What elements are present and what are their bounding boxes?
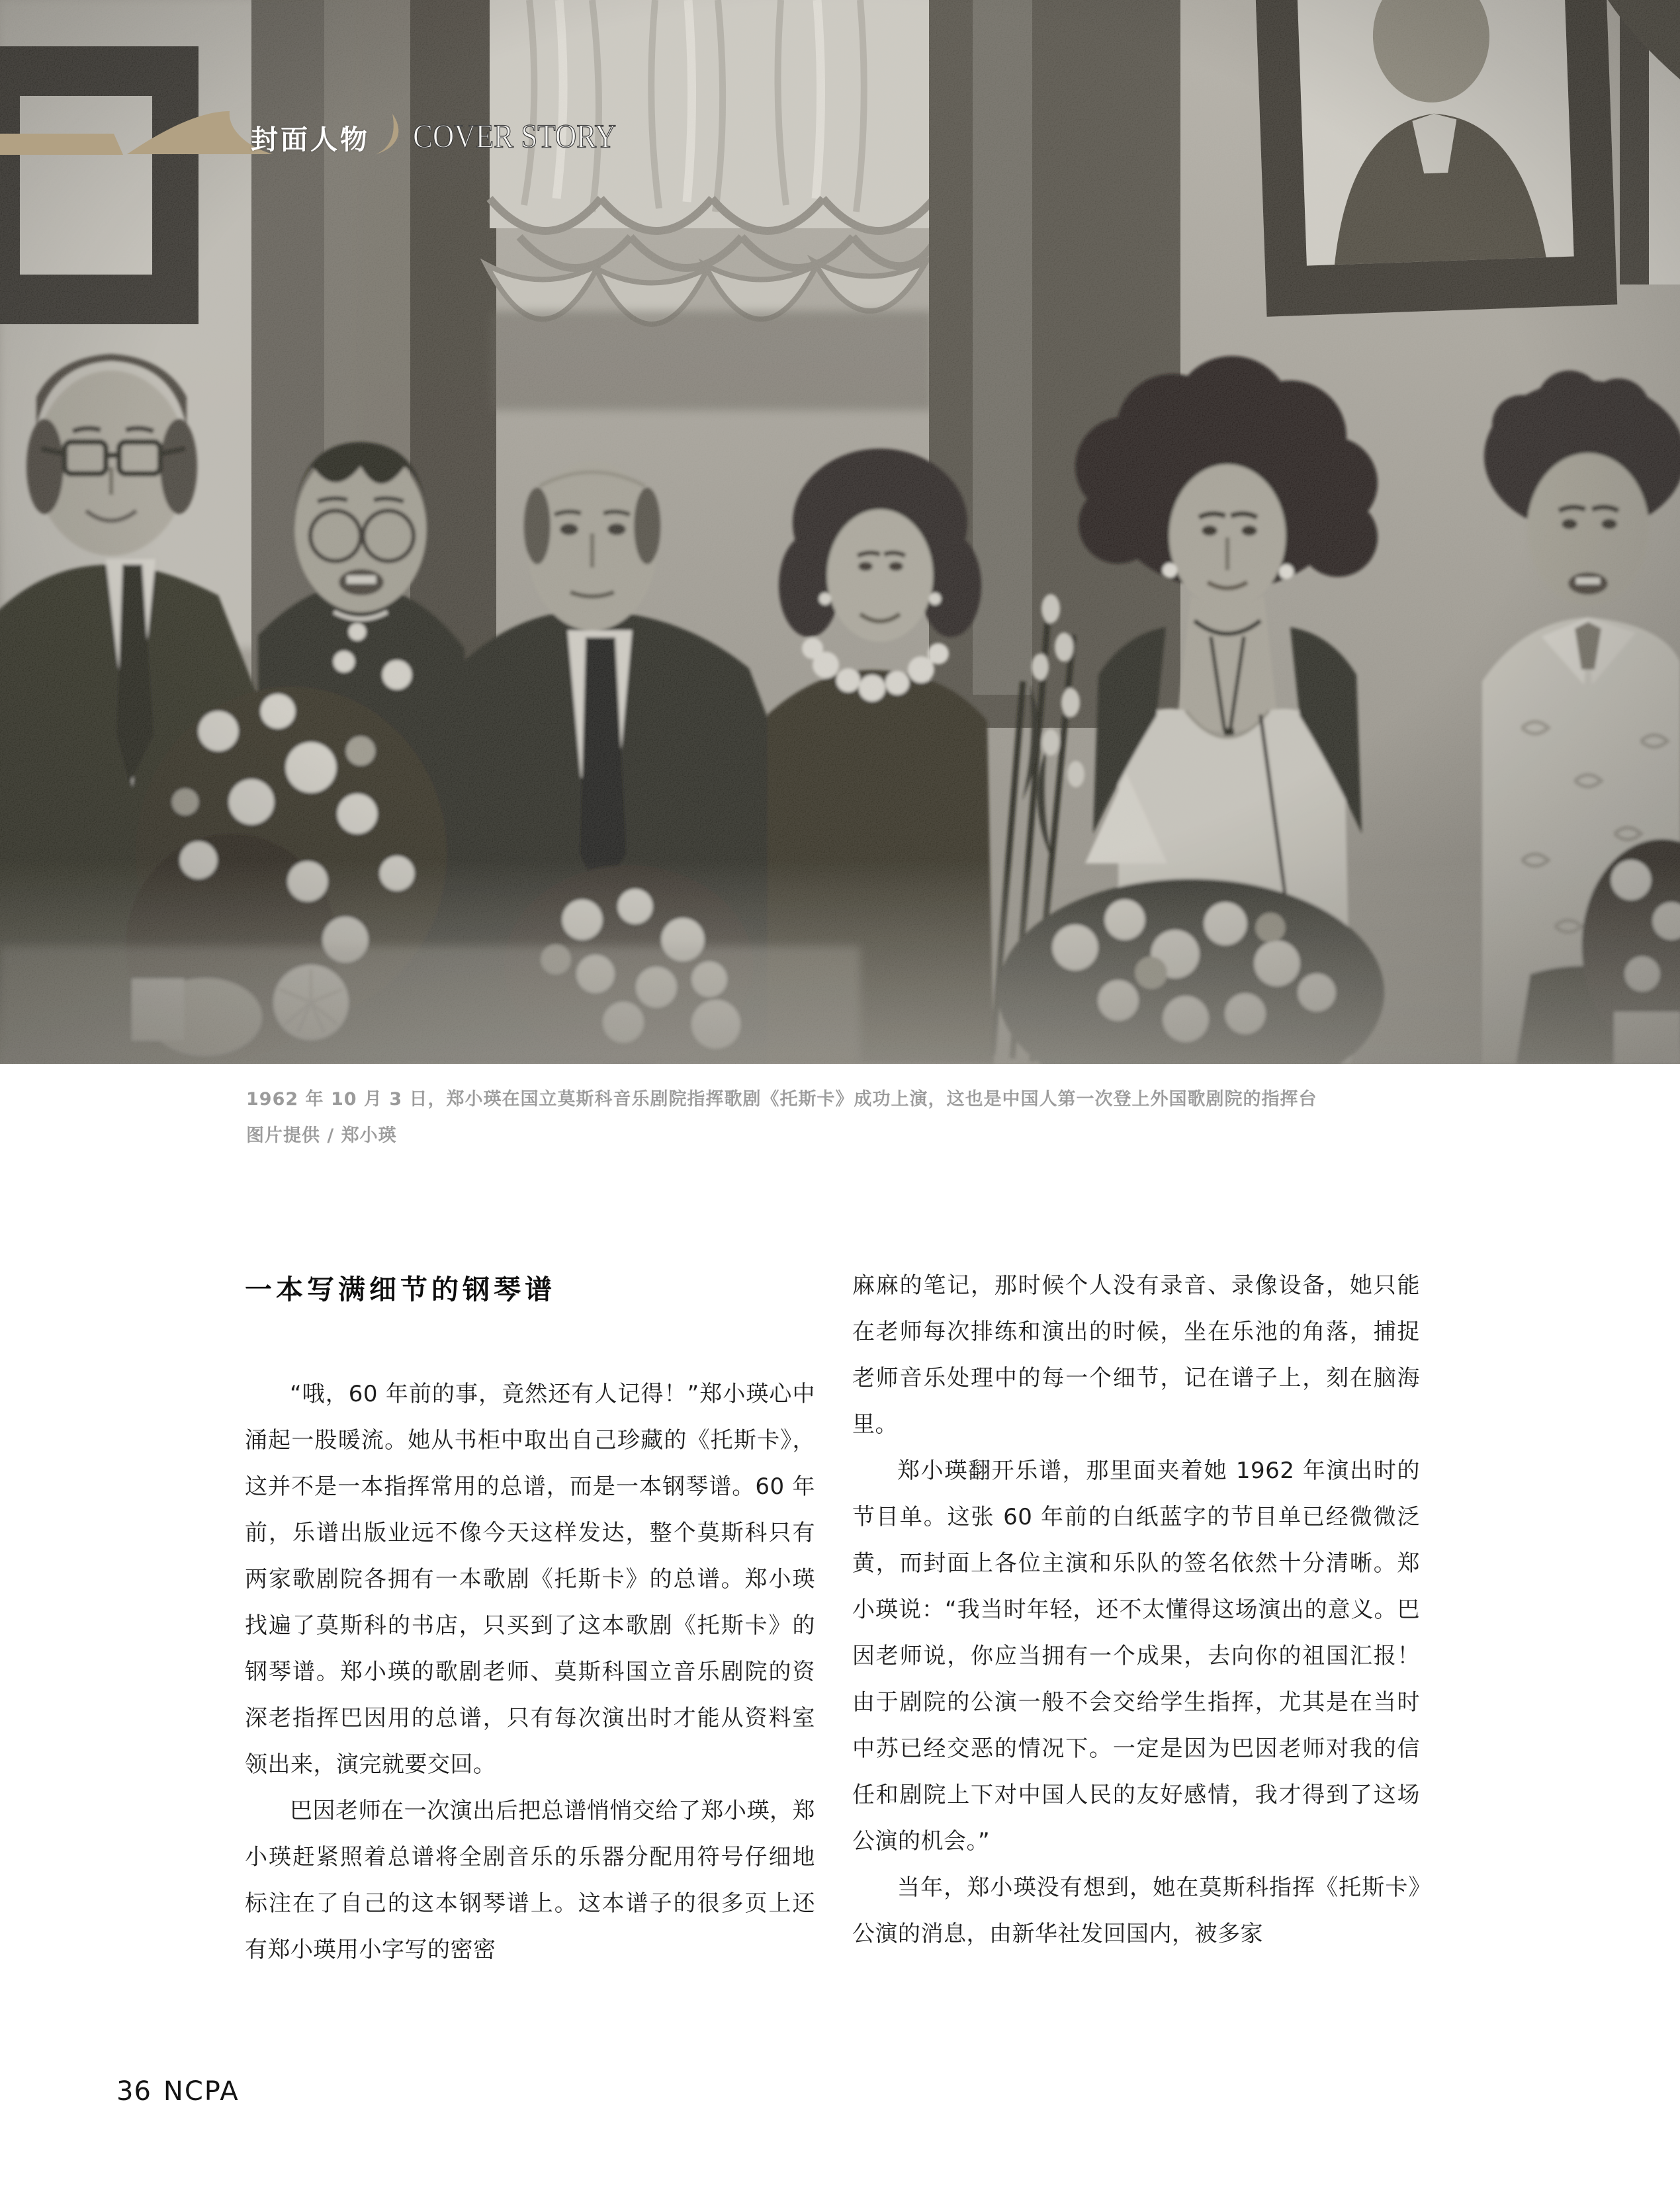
body-paragraph: 麻麻的笔记，那时候个人没有录音、录像设备，她只能在老师每次排练和演出的时候，坐在乐池的角落，捕捉老师音乐处理中的每一个细节，记在谱子上，刻在脑海里。 — [852, 1272, 1420, 1438]
article-heading: 一本写满细节的钢琴谱 — [245, 1274, 556, 1305]
body-paragraph: “哦，60 年前的事，竟然还有人记得！”郑小瑛心中涌起一股暖流。她从书柜中取出自己珍藏的《托斯卡》，这并不是一本指挥常用的总谱，而是一本钢琴谱。60 年前，乐谱出版业远不像今天这样发达，整个莫斯科只有两家歌剧院各拥有一本歌剧《托斯卡》的总谱。郑小瑛找遍了莫斯科的书店，只买到了这本歌剧《托斯卡》的钢琴谱。郑小瑛的歌剧老师、莫斯科国立音乐剧院的资深老指挥巴因用的总谱，只有每次演出时才能从资料室领出来，演完就要交回。 — [245, 1381, 815, 1778]
page-footer — [116, 2076, 240, 2107]
ribbon-bar — [0, 134, 123, 155]
section-title-en: COVER STORY — [413, 118, 617, 155]
photo-caption-credit: 图片提供 / 郑小瑛 — [246, 1125, 397, 1146]
photo-caption — [246, 1081, 1503, 1154]
body-paragraph: 巴因老师在一次演出后把总谱悄悄交给了郑小瑛，郑小瑛赶紧照着总谱将全剧音乐的乐器分配用符号仔细地标注在了自己的这本钢琴谱上。这本谱子的很多页上还有郑小瑛用小字写的密密 — [245, 1798, 815, 1963]
article-left-paragraphs — [245, 1371, 815, 1973]
photo-caption-line1: 1962 年 10 月 3 日，郑小瑛在国立莫斯科音乐剧院指挥歌剧《托斯卡》成功上演，这也是中国人第一次登上外国歌剧院的指挥台 — [246, 1089, 1317, 1110]
body-paragraph: 郑小瑛翻开乐谱，那里面夹着她 1962 年演出时的节目单。这张 60 年前的白纸蓝字的节目单已经微微泛黄，而封面上各位主演和乐队的签名依然十分清晰。郑小瑛说：“我当时年轻，还不太懂得这场演出的意义。巴因老师说，你应当拥有一个成果，去向你的祖国汇报！由于剧院的公演一般不会交给学生指挥，尤其是在当时中苏已经交恶的情况下。一定是因为巴因老师对我的信任和剧院上下对中国人民的友好感情，我才得到了这场公演的机会。” — [852, 1458, 1420, 1855]
page-number: 36 — [116, 2076, 152, 2107]
magazine-name: NCPA — [163, 2076, 240, 2107]
section-title-cn: 封面人物 — [251, 124, 370, 155]
article-column-right — [852, 1262, 1420, 1957]
body-paragraph: 当年，郑小瑛没有想到，她在莫斯科指挥《托斯卡》公演的消息，由新华社发回国内，被多家 — [852, 1874, 1420, 1947]
article-right-paragraphs — [852, 1262, 1420, 1957]
ribbon-swoosh-small — [376, 114, 398, 154]
article-column-left — [245, 1274, 815, 1973]
